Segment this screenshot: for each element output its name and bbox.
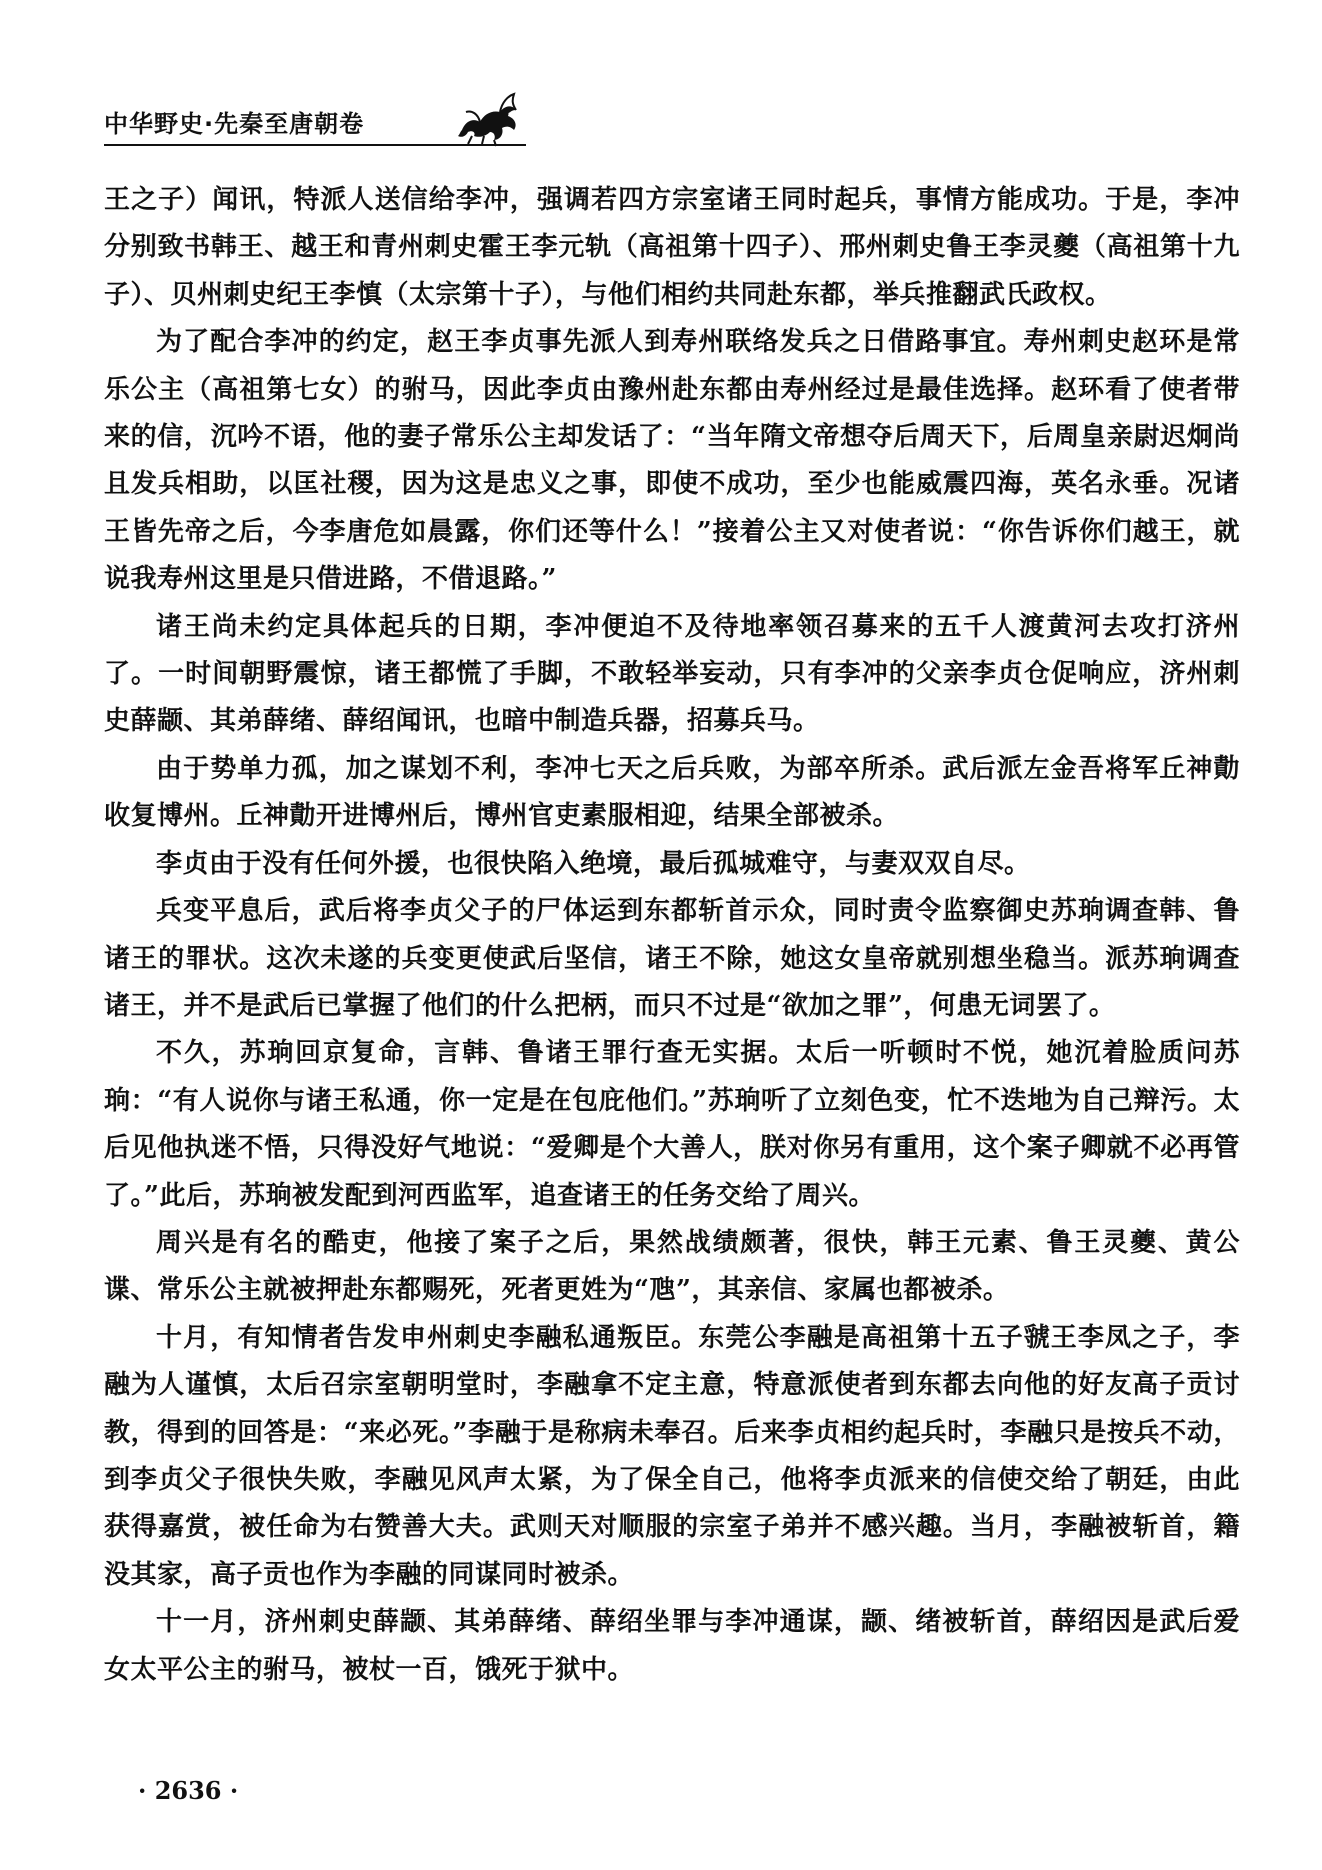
paragraph-7: 不久，苏珦回京复命，言韩、鲁诸王罪行查无实据。太后一听顿时不悦，她沉着脸质问苏珦：“有人说你与诸王私通，你一定是在包庇他们。”苏珦听了立刻色变，忙不迭地为自己辩污。太后见他执迷不悟，只得没好气地说：“爱卿是个大善人，朕对你另有重用，这个案子卿就不必再管了。”此后，苏珦被发配到河西监军，追查诸王的任务交给了周兴。 — [104, 1038, 1240, 1211]
paragraph-5: 李贞由于没有任何外援，也很快陷入绝境，最后孤城难守，与妻双双自尽。 — [156, 848, 1031, 879]
running-title: 中华野史·先秦至唐朝卷 — [104, 110, 365, 138]
paragraph-9: 十月，有知情者告发申州刺史李融私通叛臣。东莞公李融是高祖第十五子虢王李凤之子，李融为人谨慎，太后召宗室朝明堂时，李融拿不定主意，特意派使者到东都去向他的好友高子贡讨教，得到的回答是：“来必死。”李融于是称病未奉召。后来李贞相约起兵时，李融只是按兵不动，到李贞父子很快失败，李融见风声太紧，为了保全自己，他将李贞派来的信使交给了朝廷，由此获得嘉赏，被任命为右赞善大夫。武则天对顺服的宗室子弟并不感兴趣。当月，李融被斩首，籍没其家，高子贡也作为李融的同谋同时被杀。 — [104, 1322, 1240, 1590]
paragraph-2: 为了配合李冲的约定，赵王李贞事先派人到寿州联络发兵之日借路事宜。寿州刺史赵环是常乐公主（高祖第七女）的驸马，因此李贞由豫州赴东都由寿州经过是最佳选择。赵环看了使者带来的信，沉吟不语，他的妻子常乐公主却发话了：“当年隋文帝想夺后周天下，后周皇亲尉迟炯尚且发兵相助，以匡社稷，因为这是忠义之事，即使不成功，至少也能威震四海，英名永垂。况诸王皆先帝之后，今李唐危如晨露，你们还等什么！”接着公主又对使者说：“你告诉你们越王，就说我寿州这里是只借进路，不借退路。” — [104, 327, 1240, 595]
paragraph-8: 周兴是有名的酷吏，他接了案子之后，果然战绩颇著，很快，韩王元素、鲁王灵夔、黄公谍、常乐公主就被押赴东都赐死，死者更姓为“虺”，其亲信、家属也都被杀。 — [104, 1227, 1240, 1306]
paragraph-4: 由于势单力孤，加之谋划不利，李冲七天之后兵败，为部卒所杀。武后派左金吾将军丘神勣收复博州。丘神勣开进博州后，博州官吏素服相迎，结果全部被杀。 — [104, 753, 1240, 832]
page-header — [104, 96, 1240, 158]
paragraph-1: 王之子）闻讯，特派人送信给李冲，强调若四方宗室诸王同时起兵，事情方能成功。于是，李冲分别致书韩王、越王和青州刺史霍王李元轨（高祖第十四子）、邢州刺史鲁王李灵夔（高祖第十九子）、贝州刺史纪王李慎（太宗第十子），与他们相约共同赴东都，举兵推翻武氏政权。 — [104, 185, 1240, 310]
header-rule — [104, 144, 526, 146]
dragon-emblem-icon — [454, 90, 524, 148]
paragraph-3: 诸王尚未约定具体起兵的日期，李冲便迫不及待地率领召募来的五千人渡黄河去攻打济州了。一时间朝野震惊，诸王都慌了手脚，不敢轻举妄动，只有李冲的父亲李贞仓促响应，济州刺史薛颛、其弟薛绪、薛绍闻讯，也暗中制造兵器，招募兵马。 — [104, 611, 1240, 737]
body-text — [104, 177, 1240, 1694]
paragraph-6: 兵变平息后，武后将李贞父子的尸体运到东都斩首示众，同时责令监察御史苏珦调查韩、鲁诸王的罪状。这次未遂的兵变更使武后坚信，诸王不除，她这女皇帝就别想坐稳当。派苏珦调查诸王，并不是武后已掌握了他们的什么把柄，而只不过是“欲加之罪”，何患无词罢了。 — [104, 896, 1240, 1021]
page-number: · 2636 · — [138, 1776, 239, 1805]
paragraph-10: 十一月，济州刺史薛颛、其弟薛绪、薛绍坐罪与李冲通谋，颛、绪被斩首，薛绍因是武后爱女太平公主的驸马，被杖一百，饿死于狱中。 — [104, 1607, 1240, 1685]
